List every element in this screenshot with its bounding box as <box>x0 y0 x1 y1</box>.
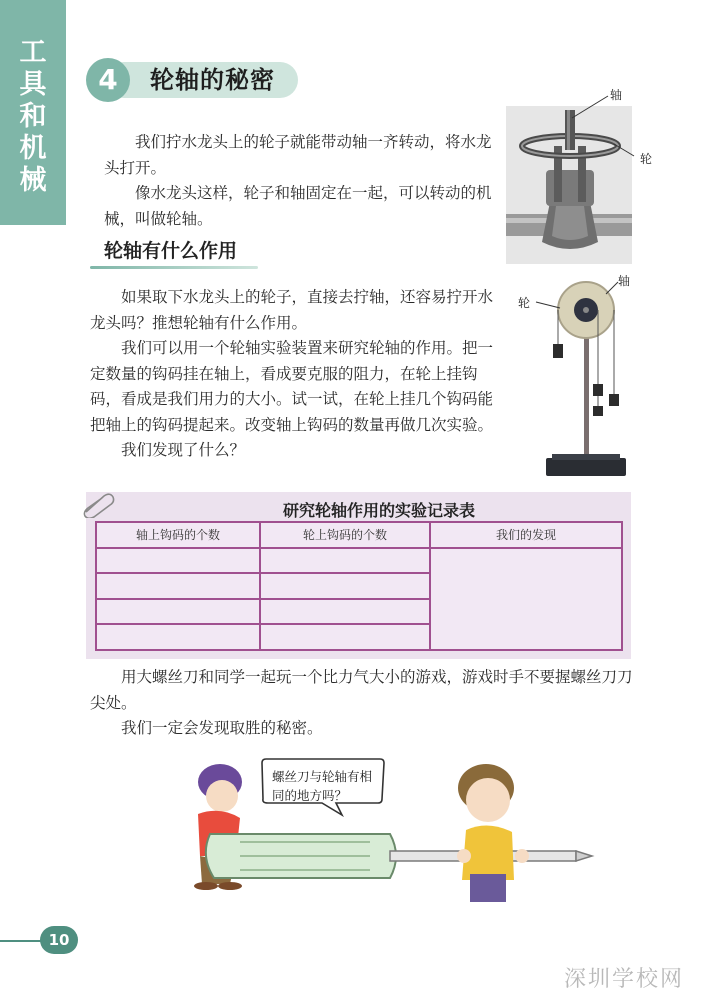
table-header-cell: 轮上钩码的个数 <box>260 522 430 548</box>
activity-paragraph: 用大螺丝刀和同学一起玩一个比力气大小的游戏，游戏时手不要握螺丝刀刀尖处。 <box>90 668 633 712</box>
table-header-cell: 我们的发现 <box>430 522 622 548</box>
valve-axle-label: 轴 <box>610 88 623 102</box>
table-cell[interactable] <box>96 599 260 625</box>
body-paragraph: 如果取下水龙头上的轮子，直接去拧轴，还容易拧开水龙头吗？推想轮轴有什么作用。 <box>90 288 494 332</box>
apparatus-axle-label: 轴 <box>618 274 631 288</box>
body-text <box>90 285 508 464</box>
table-cell[interactable] <box>260 624 430 650</box>
apparatus-wheel-label: 轮 <box>518 296 531 310</box>
intro-paragraph: 我们拧水龙头上的轮子就能带动轴一齐转动，将水龙头打开。 <box>104 133 492 177</box>
findings-cell[interactable] <box>430 548 622 650</box>
lesson-header <box>86 58 298 102</box>
watermark: 深圳学校网 <box>563 967 684 992</box>
unit-title-char: 工 <box>19 37 47 68</box>
page-number-line <box>0 940 42 942</box>
table-row <box>96 548 622 574</box>
table-header-cell: 轴上钩码的个数 <box>96 522 260 548</box>
table-cell[interactable] <box>96 573 260 599</box>
table-cell[interactable] <box>260 599 430 625</box>
speech-text: 螺丝刀与轮轴有相同的地方吗？ <box>272 769 373 803</box>
unit-title-char: 机 <box>19 133 47 164</box>
section-underline <box>90 266 258 269</box>
unit-side-tab <box>0 0 66 225</box>
body-paragraph: 我们发现了什么？ <box>121 441 246 459</box>
intro-text <box>104 130 496 232</box>
lesson-title: 轮轴的秘密 <box>150 66 275 94</box>
intro-paragraph: 像水龙头这样，轮子和轴固定在一起，可以转动的机械，叫做轮轴。 <box>104 184 492 228</box>
activity-paragraph: 我们一定会发现取胜的秘密。 <box>121 719 323 737</box>
valve-wheel-label: 轮 <box>640 152 653 166</box>
unit-title-char: 械 <box>19 165 47 196</box>
table-cell[interactable] <box>260 548 430 574</box>
unit-title-char: 和 <box>19 101 47 132</box>
record-table-title: 研究轮轴作用的实验记录表 <box>282 501 475 520</box>
speech-text-box <box>258 755 388 817</box>
table-cell[interactable] <box>96 548 260 574</box>
record-table <box>95 521 623 651</box>
activity-text <box>90 665 638 742</box>
unit-title-char: 具 <box>19 69 47 100</box>
table-cell[interactable] <box>96 624 260 650</box>
body-paragraph: 我们可以用一个轮轴实验装置来研究轮轴的作用。把一定数量的钩码挂在轴上，看成要克服的阻力，在轮上挂钩码，看成是我们用力的大小。试一试，在轮上挂几个钩码能把轴上的钩码提起来。改变轴上钩码的数量再做几次实验。 <box>90 339 494 434</box>
table-cell[interactable] <box>260 573 430 599</box>
lesson-number: 4 <box>86 58 130 102</box>
section-heading: 轮轴有什么作用 <box>104 240 238 262</box>
wheel-axle-apparatus <box>520 272 640 484</box>
page-number: 10 <box>40 926 78 954</box>
table-header-row <box>96 522 622 548</box>
